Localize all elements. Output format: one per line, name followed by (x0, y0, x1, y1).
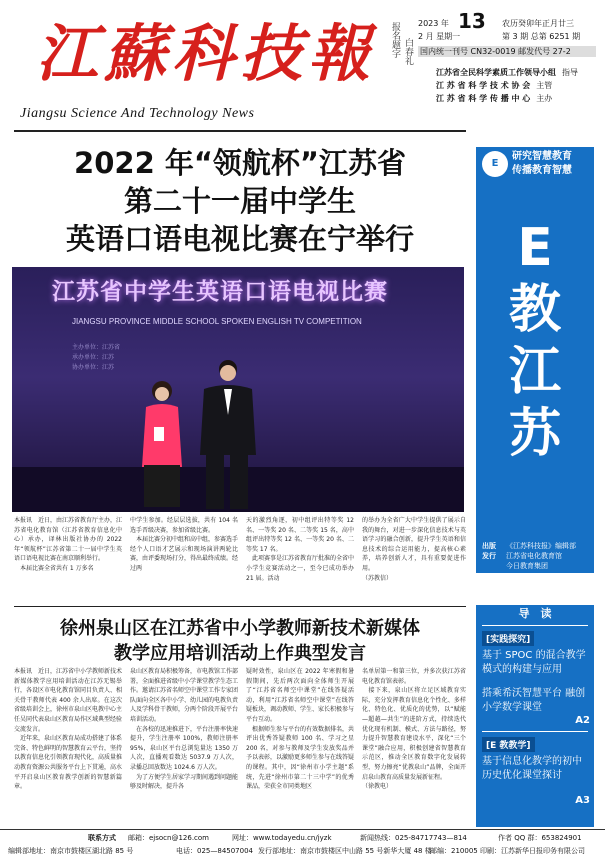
guide-item-link[interactable]: 基于信息化教学的初中历史优化课堂探讨 (482, 756, 582, 781)
footer-printer: 印刷：江苏新华日报印务有限公司 (480, 847, 585, 855)
footer-qq-group: 作者 QQ 群：653824901 (498, 834, 582, 842)
second-story-col-3: 疑时效性，泉山区在 2022 年寒假和暑假期间，先后两次面向全体师生开展了“江苏省名师空中课堂”在线答疑活动，利用“江苏省名师空中课堂”在线答疑板块，调动教师、学生、家长积极参与平台互动。 根据师生参与平台的有效数据排名，共评出优秀答疑教师 100 名、学习之星 200 名，对参与教师及学生发放奖品并予以表彰，以激励更多师生参与在线答疑的课程。其中，因“徐州市小学主题”系统，先进“徐州市第二十三中学”的优秀课品，荣获全市同类地区 (246, 668, 354, 791)
footer-editorial-address: 编辑部地址：南京市鼓楼区湖北路 85 号 (8, 847, 134, 855)
footer-website[interactable]: 网址：www.todayedu.cn/jyzk (232, 834, 332, 842)
masthead (16, 10, 596, 128)
host-female-figure (132, 377, 192, 512)
newspaper-logo-english: Jiangsu Science And Technology News (20, 106, 255, 121)
lead-headline: 2022 年“领航杯”江苏省 第二十一届中学生 英语口语电视比赛在宁举行 (65, 146, 414, 256)
guide-page-number: A3 (575, 795, 590, 806)
guide-divider (482, 731, 588, 732)
footer (0, 829, 605, 861)
lead-story-col-4: 的举办为全省广大中学生提供了展示自我的舞台，对进一步深化信息技术与英语学习的融合创新，提升学生英语和信息技术的综合运用能力，提高核心素养，培养创新人才，具有重要促进作用。 （苏教信） (362, 517, 466, 582)
sidebar-big-title: E 教 江 苏 (508, 218, 561, 464)
lunar-date: 农历癸卯年正月廿三 (502, 19, 574, 28)
stage-banner-info: 主办单位：江苏省 承办单位：江苏 协办单位：江苏 (72, 344, 121, 371)
organizations (436, 66, 578, 105)
guide-item-link[interactable]: 搭乘希沃智慧平台 融创小学数学课堂 (482, 688, 586, 713)
lead-photo (12, 267, 464, 512)
org-row: 江 苏 省 科 学 传 播 中 心 主办 (436, 94, 553, 103)
guide-section-tag: [实践探究] (482, 631, 534, 646)
footer-phone: 电话：025—84507004 (176, 847, 253, 855)
footer-hotline: 新闻热线：025-84717743—814 (360, 834, 467, 842)
title-inscription-label: 报名题字 (390, 22, 400, 58)
issue-day: 13 (458, 9, 486, 33)
guide-box (476, 605, 594, 827)
guide-item-link[interactable]: 基于 SPOC 的混合教学模式的构建与应用 (482, 650, 586, 675)
sidebar-slogan: 研究智慧教育 传播教育智慧 (512, 151, 572, 176)
lead-story-col-1: 本报讯 近日，由江苏省教育厅主办，江苏省电化教育馆（江苏省教育信息化中心）承办，译林出版社协办的 2022 年“领航杯”江苏省第二十一届中学生英语口语电视比赛在南京顺利举行。 本届比赛全省共有 1 万多名 (14, 517, 122, 572)
stage-banner-english: JIANGSU PROVINCE MIDDLE SCHOOL SPOKEN ENGLISH TV COMPETITION (72, 317, 362, 326)
lead-story-col-2: 中学生参加。经层层选拔，共有 104 名选手晋级决赛，参加省级比赛。 本届比赛分初中组和高中组，参赛选手经个人口语才艺展示和现场演讲两轮比赛，由评委现场打分，得出最终成绩。经过两 (130, 517, 238, 572)
story-divider (14, 606, 466, 607)
org-row: 江苏省全民科学素质工作领导小组 指导 (436, 68, 578, 77)
newspaper-logo: 江蘇科技報 (36, 17, 377, 90)
footer-contact-label: 联系方式 (88, 834, 116, 842)
issue-year: 2023 年 (418, 19, 449, 28)
e-edu-sidebar: E 研究智慧教育 传播教育智慧 E 教 江 苏 出版发行 《江苏科技报》编辑部 江苏省电化教育馆 今日教育集团 (476, 147, 594, 573)
lead-story-col-3: 天的激烈角逐，初中组评出特等奖 12 名、一等奖 20 名、二等奖 15 名，高中组评出特等奖 12 名、一等奖 20 名、二等奖 17 名。 此项赛事是江苏省教育厅批准的全省中小学生竞赛活动之一，至今已成功举办 21 届。活动 (246, 517, 354, 582)
stage-banner-title: 江苏省中学生英语口语电视比赛 (52, 279, 388, 305)
footer-postcode: 邮编：210005 (430, 847, 478, 855)
guide-section-tag: [E 教教学] (482, 737, 535, 752)
second-headline: 徐州泉山区在江苏省中小学教师新技术新媒体 教学应用培训活动上作典型发言 (60, 618, 420, 664)
title-inscription-author: 白春礼 (403, 38, 413, 65)
guide-title: 导 读 (518, 607, 552, 620)
footer-email: 邮箱：ejsocn@126.com (128, 834, 210, 842)
host-male-figure (192, 355, 262, 512)
masthead-divider (14, 130, 466, 132)
second-story-col-4: 名单居第一和第三位，并多次获江苏省电化教育馆表彰。 接下来，泉山区将立足区域教育实际，充分发挥教育信息化个性化、多样化、特色化、优质化的优势，以“赋能—超越—共生”的进阶方式，持续迭代优化现有机制、模式、方法与路径，努力提升智慧教育建设水平，深化“三个课堂”融合应用，积极创建省智慧教育示范区，推动全区教育数字化发展转型，努力擦亮“优教泉山”品牌，全面开启泉山教育高质量发展新征程。 （徐教电） (362, 668, 466, 791)
org-row: 江 苏 省 科 学 技 术 协 会 主管 (436, 81, 553, 90)
footer-distribution-address: 发行部地址：南京市鼓楼区中山路 55 号新华大厦 48 楼 (258, 847, 432, 855)
e-logo-icon: E (482, 151, 508, 177)
second-story-col-1: 本报讯 近日，江苏省中小学教师新技术新媒体教学应用培训活动在江苏无锡举行，各设区市电化教育馆同目负责人、相关骨干教师代表 400 余人出席。在这次省级培训会上，徐州市泉山区电教中心主任吴同代表泉山区教育局作区域典型经验交流发言。 近年来，泉山区教育局成功搭建了体系完备、特色鲜明的智慧教育云平台，坚持以教育信息化引领教育现代化，高质量推动教育资源公共服务平台上下贯通，高水平开启泉山区教育教学创新的智慧新篇章。 (14, 668, 122, 791)
serial-number: 国内统一刊号 CN32-0019 邮发代号 27-2 (418, 46, 596, 57)
guide-divider (482, 625, 588, 626)
issue-date-block (418, 9, 596, 58)
second-story-col-2: 泉山区教育局积极筹备，市电教馆工作部署，全面推进省级中小学课堂教学生态工作。邀请江苏省名师空中课堂工作专家团队面向全区各中小学、幼儿园的电教负责人及学科骨干教师，分两个阶段开展平台培训活动。 在各校的迅速推进下，平台注册率快速提升，学生注册率 100%，教师注册率 95%，泉山区平台总浏览量达 1350 万人次，直播观看数达 5037.9 万人次，录播总回放数达 1024.6 万人次。 为了方便学生居家学习期间遇到问题能够及时解决，提升各 (130, 668, 238, 791)
issue-month: 2 月 星期一 (418, 32, 461, 41)
guide-page-number: A2 (575, 715, 590, 726)
issue-number: 第 3 期 总第 6251 期 (502, 32, 581, 41)
